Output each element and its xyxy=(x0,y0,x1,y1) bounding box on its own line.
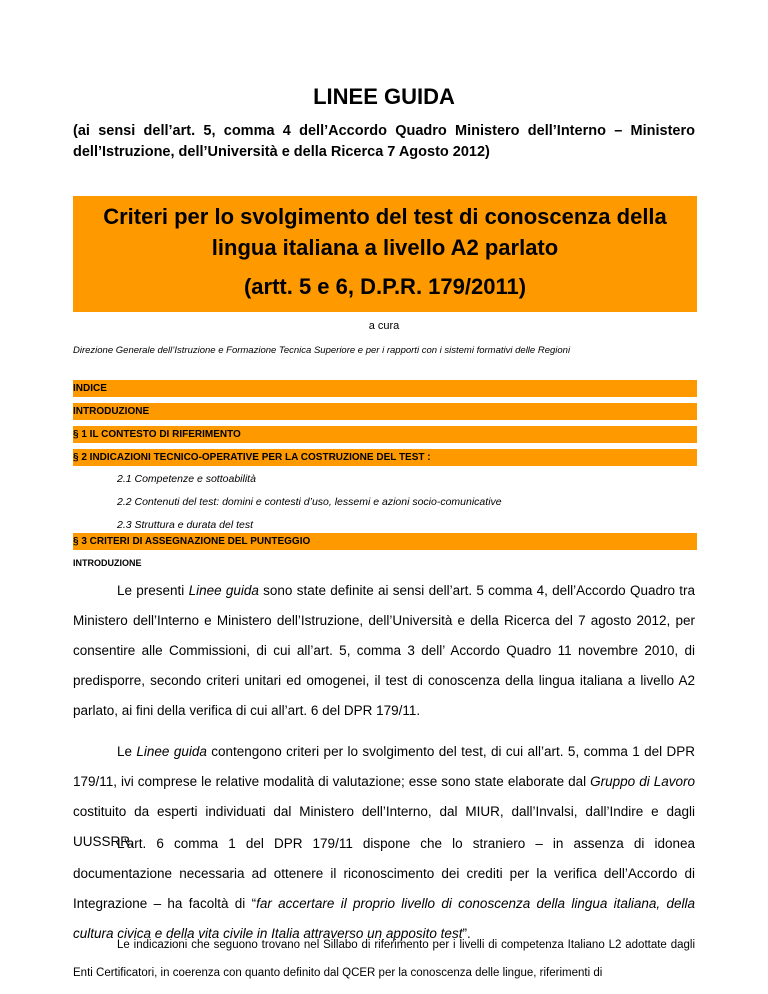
paragraph-1-text-a: Le presenti xyxy=(117,583,189,598)
toc-section-2: § 2 INDICAZIONI TECNICO-OPERATIVE PER LA COSTRUZIONE DEL TEST : xyxy=(73,449,697,466)
toc-introduzione: INTRODUZIONE xyxy=(73,403,697,420)
toc-section-1: § 1 IL CONTESTO DI RIFERIMENTO xyxy=(73,426,697,443)
credits-a-cura: a cura xyxy=(368,320,400,332)
toc-section-2-1: 2.1 Competenze e sottoabilità xyxy=(117,473,256,485)
credits-direzione: Direzione Generale dell’Istruzione e Formazione Tecnica Superiore e per i rapporti con i sistemi formativi delle Regioni xyxy=(73,345,571,356)
banner-title: Criteri per lo svolgimento del test di conoscenza della lingua italiana a livello A2 parlato xyxy=(103,204,667,260)
paragraph-2-text-c: costituito da esperti individuati dal Ministero dell’Interno, dal MIUR, dall’Invalsi, dall’Indire e dagli UUSSRR. xyxy=(73,804,695,849)
paragraph-1-emphasis: Linee guida xyxy=(188,583,259,598)
paragraph-2-emphasis: Linee guida xyxy=(136,744,207,759)
document-title: LINEE GUIDA xyxy=(313,84,455,109)
toc-indice: INDICE xyxy=(73,380,697,397)
paragraph-1 xyxy=(73,576,695,726)
paragraph-3-text-b: ”. xyxy=(462,926,471,941)
banner-reference: (artt. 5 e 6, D.P.R. 179/2011) xyxy=(243,274,527,299)
toc-section-2-3: 2.3 Struttura e durata del test xyxy=(117,519,253,531)
paragraph-3-text-a: L’art. 6 comma 1 del DPR 179/11 dispone che lo straniero – in assenza di idonea documentazione necessaria ad ottenere il riconoscimento dei crediti per la verifica dell’Accordo di Integrazione – ha facoltà di “ xyxy=(73,836,695,911)
paragraph-2-emphasis-2: Gruppo di Lavoro xyxy=(590,774,695,789)
toc-section-2-2: 2.2 Contenuti del test: domini e contesti d’uso, lessemi e azioni socio-comunicative xyxy=(117,496,502,508)
title-banner xyxy=(73,196,697,312)
paragraph-4: Le indicazioni che seguono trovano nel Sillabo di riferimento per i livelli di competenza Italiano L2 adottate dagli Enti Certificatori, in coerenza con quanto definito dal QCER per la conoscenza delle lingue, riferimenti di xyxy=(73,939,695,979)
document-subtitle: (ai sensi dell’art. 5, comma 4 dell’Accordo Quadro Ministero dell’Interno – Ministero dell’Istruzione, dell’Università e della Ricerca 7 Agosto 2012) xyxy=(73,123,695,160)
paragraph-2-text-b: contengono criteri per lo svolgimento del test, di cui all’art. 5, comma 1 del DPR 179/11, ivi comprese le relative modalità di valutazione; esse sono state elaborate dal xyxy=(73,744,695,789)
paragraph-3-emphasis: far accertare il proprio livello di conoscenza della lingua italiana, della cultura civica e della vita civile in Italia attraverso un apposito test xyxy=(73,896,695,941)
toc-section-3: § 3 CRITERI DI ASSEGNAZIONE DEL PUNTEGGIO xyxy=(73,533,697,550)
paragraph-1-text-b: sono state definite ai sensi dell’art. 5 comma 4, dell’Accordo Quadro tra Ministero dell’Interno e Ministero dell’Istruzione, dell’Università e della Ricerca del 7 agosto 2012, per consentire alle Commissioni, di cui all’art. 5, comma 3 dell’ Accordo Quadro 11 novembre 2010, di predisporre, secondo criteri unitari ed omogenei, il test di conoscenza della lingua italiana a livello A2 parlato, ai fini della verifica di cui all’art. 6 del DPR 179/11. xyxy=(73,583,695,718)
paragraph-2-text-a: Le xyxy=(117,744,137,759)
intro-heading: INTRODUZIONE xyxy=(73,558,142,568)
